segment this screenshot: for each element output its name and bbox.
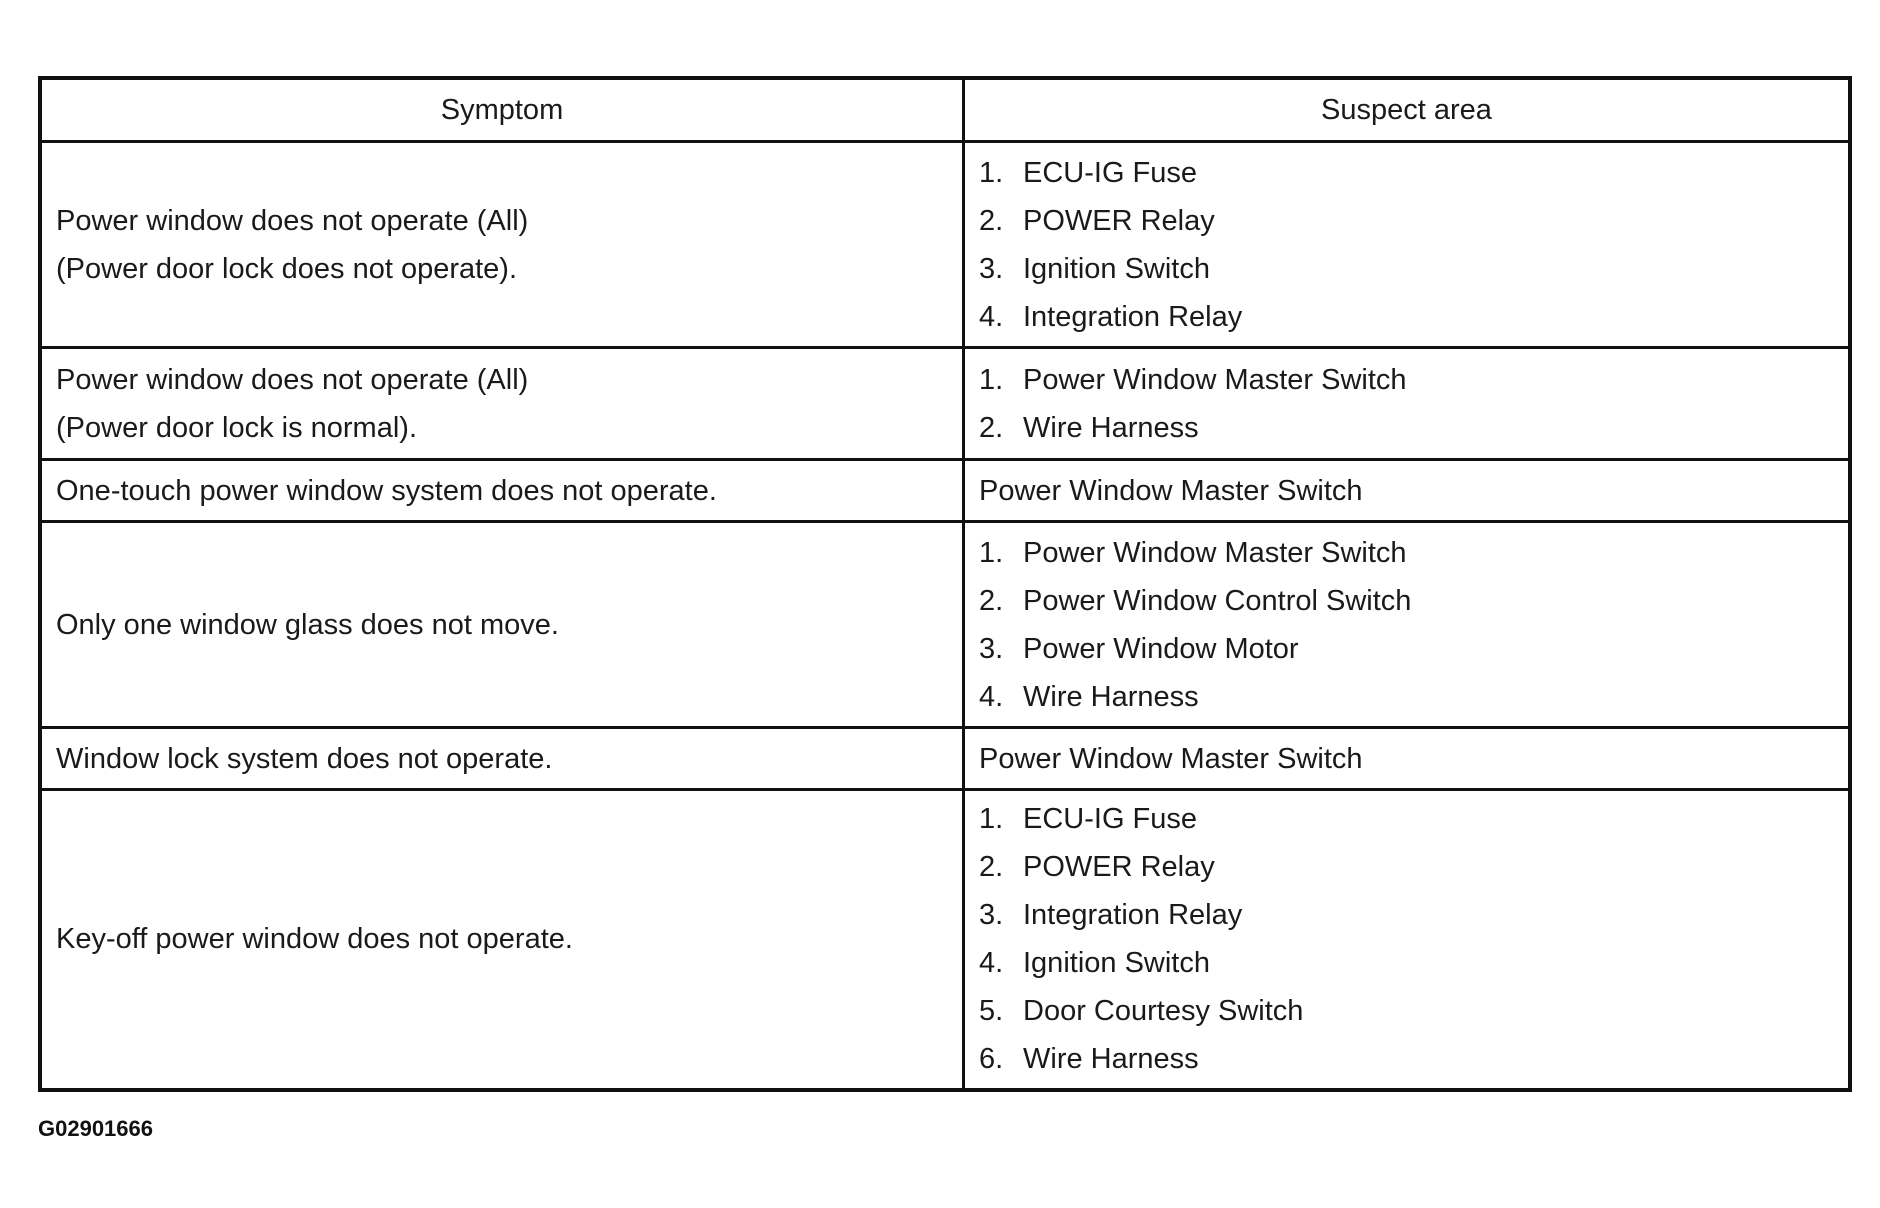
- suspect-item: [979, 197, 1834, 245]
- item-number: 1.: [979, 363, 1004, 396]
- suspect-item: [979, 356, 1834, 404]
- item-label: Wire Harness: [1023, 1043, 1199, 1076]
- symptom-line: (Power door lock does not operate).: [56, 252, 518, 285]
- symptom-cell: [40, 790, 964, 1090]
- item-number: 1.: [979, 156, 1004, 189]
- header-symptom: Symptom: [40, 78, 964, 142]
- suspect-item: [979, 404, 1834, 452]
- item-label: Integration Relay: [1023, 899, 1243, 932]
- suspect-area-cell: [964, 460, 1851, 522]
- symptom-line: Key-off power window does not operate.: [56, 923, 573, 956]
- suspect-area-cell: [964, 348, 1851, 460]
- suspect-area-cell: [964, 728, 1851, 790]
- suspect-item: [979, 1035, 1834, 1083]
- item-label: Ignition Switch: [1023, 947, 1210, 980]
- item-label: Power Window Control Switch: [1023, 584, 1412, 617]
- item-number: 2.: [979, 584, 1004, 617]
- symptom-cell: [40, 728, 964, 790]
- item-label: ECU-IG Fuse: [1023, 803, 1198, 836]
- suspect-item: Power Window Master Switch: [979, 474, 1363, 507]
- item-number: 4.: [979, 300, 1004, 333]
- suspect-item: [979, 625, 1834, 673]
- suspect-item: [979, 939, 1834, 987]
- symptom-line: (Power door lock is normal).: [56, 411, 417, 444]
- suspect-item: [979, 293, 1834, 341]
- table-header-row: [40, 78, 1850, 142]
- item-number: 3.: [979, 899, 1004, 932]
- symptom-cell: [40, 460, 964, 522]
- table-row: [40, 728, 1850, 790]
- item-number: 2.: [979, 204, 1004, 237]
- item-number: 2.: [979, 851, 1004, 884]
- item-label: Wire Harness: [1023, 411, 1199, 444]
- suspect-item: [979, 529, 1834, 577]
- item-label: Power Window Master Switch: [1023, 363, 1407, 396]
- symptom-line: Window lock system does not operate.: [56, 742, 553, 775]
- item-label: POWER Relay: [1023, 851, 1215, 884]
- symptom-cell: [40, 142, 964, 348]
- symptom-table: [38, 76, 1852, 1092]
- suspect-area-cell: [964, 790, 1851, 1090]
- symptom-line: One-touch power window system does not operate.: [56, 474, 717, 507]
- suspect-area-cell: [964, 142, 1851, 348]
- item-number: 3.: [979, 632, 1004, 665]
- item-label: Ignition Switch: [1023, 252, 1210, 285]
- header-suspect-area: Suspect area: [964, 78, 1851, 142]
- item-label: Integration Relay: [1023, 300, 1243, 333]
- item-label: Door Courtesy Switch: [1023, 995, 1304, 1028]
- item-number: 4.: [979, 947, 1004, 980]
- suspect-item: Power Window Master Switch: [979, 742, 1363, 775]
- item-label: Power Window Master Switch: [1023, 536, 1407, 569]
- suspect-item: [979, 149, 1834, 197]
- figure-id: G02901666: [38, 1116, 153, 1141]
- table-row: [40, 522, 1850, 728]
- suspect-item: [979, 577, 1834, 625]
- item-label: Wire Harness: [1023, 680, 1199, 713]
- item-label: POWER Relay: [1023, 204, 1215, 237]
- symptom-line: Power window does not operate (All): [56, 204, 529, 237]
- item-number: 3.: [979, 252, 1004, 285]
- table-row: [40, 348, 1850, 460]
- symptom-cell: [40, 522, 964, 728]
- suspect-item: [979, 987, 1834, 1035]
- table-row: [40, 790, 1850, 1090]
- suspect-item: [979, 843, 1834, 891]
- table-row: [40, 142, 1850, 348]
- table-row: [40, 460, 1850, 522]
- suspect-area-cell: [964, 522, 1851, 728]
- item-number: 6.: [979, 1043, 1004, 1076]
- item-number: 5.: [979, 995, 1004, 1028]
- symptom-cell: [40, 348, 964, 460]
- symptom-line: Only one window glass does not move.: [56, 608, 559, 641]
- item-number: 2.: [979, 411, 1004, 444]
- item-label: Power Window Motor: [1023, 632, 1299, 665]
- item-label: ECU-IG Fuse: [1023, 156, 1198, 189]
- suspect-item: [979, 245, 1834, 293]
- suspect-item: [979, 795, 1834, 843]
- suspect-item: [979, 891, 1834, 939]
- suspect-item: [979, 673, 1834, 721]
- item-number: 1.: [979, 803, 1004, 836]
- symptom-line: Power window does not operate (All): [56, 363, 529, 396]
- item-number: 4.: [979, 680, 1004, 713]
- item-number: 1.: [979, 536, 1004, 569]
